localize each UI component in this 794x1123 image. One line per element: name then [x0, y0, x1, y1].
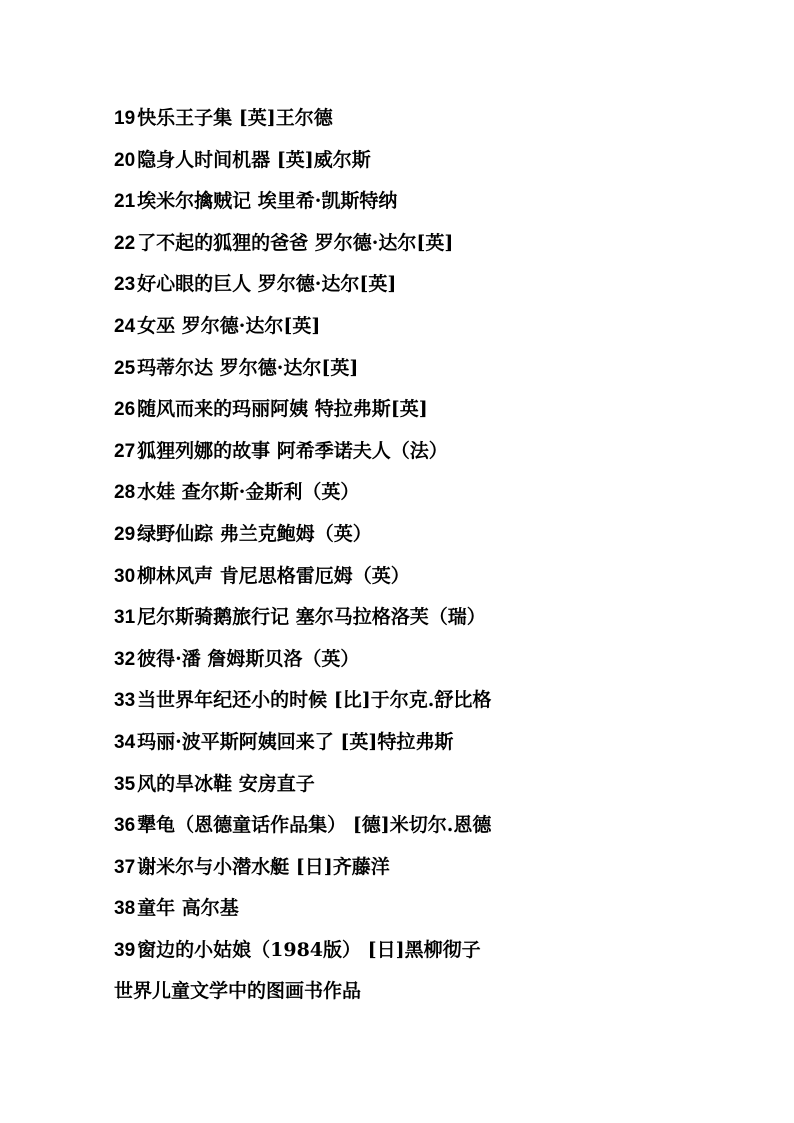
item-text: 狐狸列娜的故事 阿希季诺夫人（法） — [137, 439, 448, 462]
list-item — [114, 556, 491, 598]
list-item — [114, 223, 491, 265]
list-item — [114, 597, 491, 639]
item-text: 玛蒂尔达 罗尔德·达尔[英] — [137, 356, 359, 379]
item-number: 35 — [114, 773, 136, 795]
list-item — [114, 306, 491, 348]
list-item — [114, 348, 491, 390]
list-item — [114, 181, 491, 223]
list-item — [114, 888, 491, 930]
list-item — [114, 930, 491, 972]
item-number: 36 — [114, 815, 136, 837]
item-text: 埃米尔擒贼记 埃里希·凯斯特纳 — [137, 190, 398, 213]
list-item — [114, 680, 491, 722]
item-number: 32 — [114, 648, 136, 670]
item-text: 隐身人时间机器 [英]威尔斯 — [137, 148, 371, 171]
item-number: 25 — [114, 357, 136, 379]
item-text: 窗边的小姑娘（1984版） [日]黑柳彻子 — [137, 938, 481, 961]
item-number: 19 — [114, 108, 136, 129]
item-text: 女巫 罗尔德·达尔[英] — [137, 314, 321, 337]
list-item — [114, 98, 491, 140]
item-number: 22 — [114, 232, 136, 254]
item-text: 好心眼的巨人 罗尔德·达尔[英] — [137, 273, 397, 296]
item-text: 谢米尔与小潜水艇 [日]齐藤洋 — [137, 855, 390, 878]
item-number: 26 — [114, 399, 136, 421]
item-text: 随风而来的玛丽阿姨 特拉弗斯[英] — [137, 398, 428, 421]
item-number: 34 — [114, 731, 136, 753]
section-heading: 世界儿童文学中的图画书作品 — [114, 980, 362, 1003]
item-number: 33 — [114, 690, 136, 712]
item-text: 了不起的狐狸的爸爸 罗尔德·达尔[英] — [137, 231, 454, 254]
item-text: 犟龟（恩德童话作品集） [德]米切尔.恩德 — [137, 814, 492, 837]
list-item — [114, 847, 491, 889]
list-item — [114, 764, 491, 806]
list-item — [114, 264, 491, 306]
item-text: 童年 高尔基 — [137, 897, 239, 920]
item-number: 39 — [114, 939, 136, 961]
item-text: 柳林风声 肯尼思格雷厄姆（英） — [137, 564, 410, 587]
item-number: 21 — [114, 191, 136, 213]
item-number: 27 — [114, 440, 136, 462]
item-text: 彼得·潘 詹姆斯贝洛（英） — [137, 647, 360, 670]
item-text: 风的旱冰鞋 安房直子 — [137, 772, 315, 795]
list-item — [114, 805, 491, 847]
list-item — [114, 514, 491, 556]
item-number: 38 — [114, 898, 136, 920]
item-number: 37 — [114, 856, 136, 878]
item-number: 20 — [114, 149, 136, 171]
item-text: 快乐王子集 [英]王尔德 — [137, 107, 333, 129]
item-number: 30 — [114, 565, 136, 587]
item-text: 水娃 查尔斯·金斯利（英） — [137, 481, 360, 504]
item-number: 24 — [114, 315, 136, 337]
list-item — [114, 472, 491, 514]
item-text: 当世界年纪还小的时候 [比]于尔克.舒比格 — [137, 689, 492, 712]
list-item — [114, 140, 491, 182]
item-number: 31 — [114, 607, 136, 629]
list-item — [114, 389, 491, 431]
item-text: 玛丽·波平斯阿姨回来了 [英]特拉弗斯 — [137, 730, 454, 753]
item-text: 绿野仙踪 弗兰克鲍姆（英） — [137, 522, 372, 545]
item-number: 29 — [114, 523, 136, 545]
item-number: 28 — [114, 482, 136, 504]
item-text: 尼尔斯骑鹅旅行记 塞尔马拉格洛芙（瑞） — [137, 606, 486, 629]
list-item — [114, 722, 491, 764]
item-number: 23 — [114, 274, 136, 296]
book-list — [114, 98, 491, 1013]
list-item — [114, 431, 491, 473]
list-item — [114, 639, 491, 681]
